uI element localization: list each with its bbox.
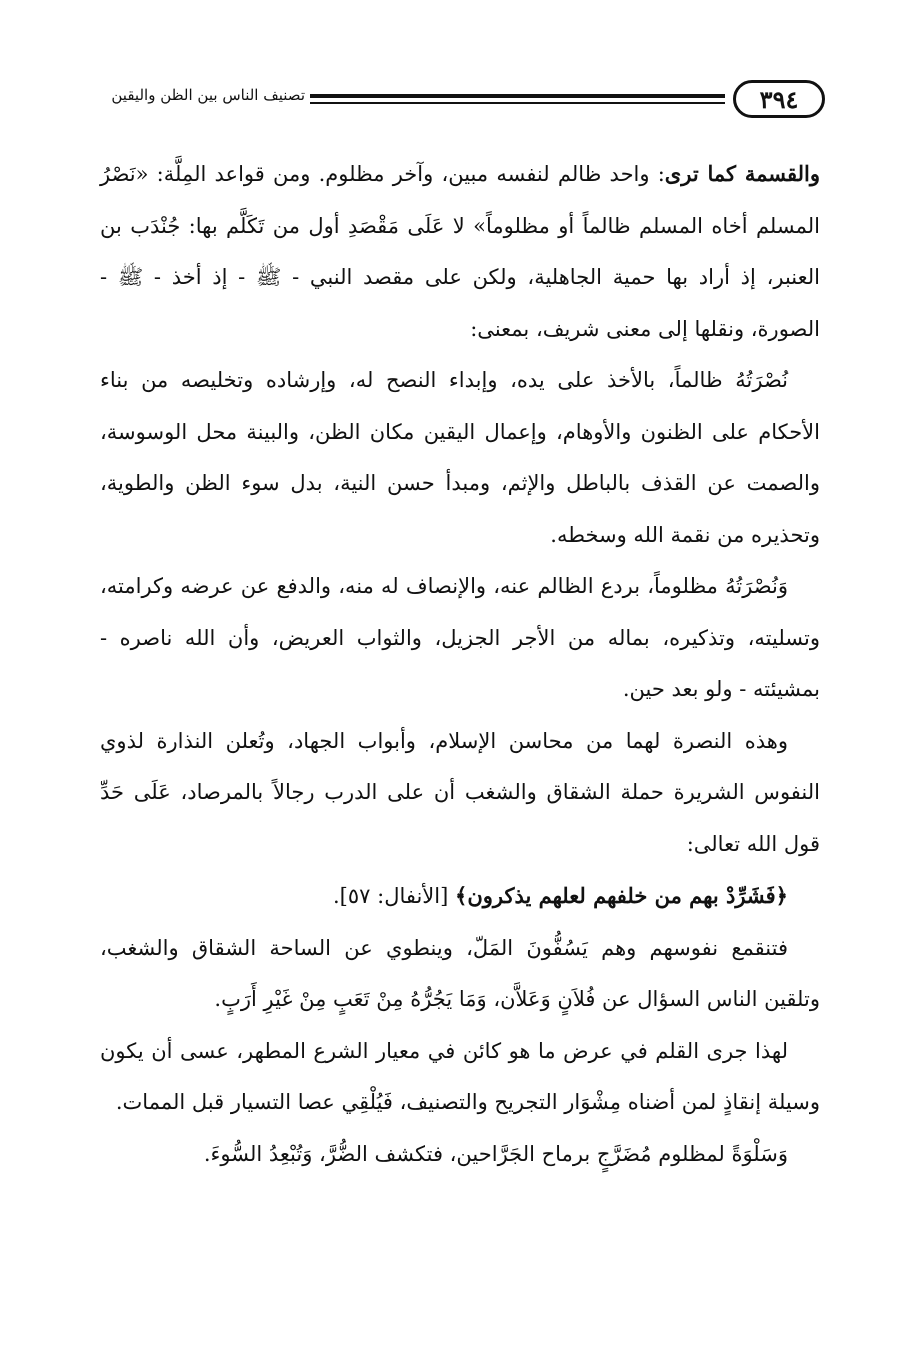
page-number-badge xyxy=(733,80,825,118)
running-title: تصنيف الناس بين الظن واليقين xyxy=(111,86,305,104)
page-number: ٣٩٤ xyxy=(759,84,799,114)
paragraph-3: وَنُصْرَتُهُ مظلوماً، بردع الظالم عنه، والإنصاف له منه، والدفع عن عرضه وكرامته، وتسليته، وتذكيره، بماله من الأجر الجزيل، والثواب العريض، وأن الله ناصره - بمشيئته - ولو بعد حين. xyxy=(100,574,820,701)
paragraph-4: وهذه النصرة لهما من محاسن الإسلام، وأبواب الجهاد، وتُعلن النذارة لذوي النفوس الشريرة حملة الشقاق والشغب أن على الدرب رجالاً بالمرصاد، عَلَى حَدِّ قول الله تعالى: xyxy=(100,728,820,856)
verse-text: ﴿فَشَرِّدْ بهم من خلفهم لعلهم يذكرون﴾ xyxy=(455,883,788,908)
page-header xyxy=(95,78,825,122)
paragraph-5: فتنقمع نفوسهم وهم يَسُفُّونَ المَلّ، وينطوي عن الساحة الشقاق والشغب، وتلقين الناس السؤال عن فُلاَنٍ وَعَلاَّن، وَمَا يَجُرُّهُ مِنْ تَعَبٍ مِنْ غَيْرِ أَرَبٍ. xyxy=(100,935,820,1011)
paragraph-1 xyxy=(100,148,820,355)
verse-reference: [الأنفال: ٥٧]. xyxy=(333,884,449,908)
paragraph-text: : واحد ظالم لنفسه مبين، وآخر مظلوم. ومن قواعد المِلَّة: «نَصْرُ المسلم أخاه المسلم ظالماً أو مظلوماً» لا عَلَى مَقْصَدِ أول من تَكَلَّم بها: جُنْدَب بن العنبر، إذ أراد بها حمية الجاهلية، ولكن على مقصد النبي - ﷺ - إذ أخذ - ﷺ - الصورة، ونقلها إلى معنى شريف، بمعنى: xyxy=(100,162,820,341)
paragraph-7: وَسَلْوَةً لمظلوم مُضَرَّجٍ برماح الجَرَّاحين، فتكشف الضُّرَّ، وَتُبْعِدُ السُّوءَ. xyxy=(203,1141,788,1166)
header-rule xyxy=(310,94,725,98)
paragraph-2: نُصْرَتُهُ ظالماً، بالأخذ على يده، وإبداء النصح له، وإرشاده وتخليصه من بناء الأحكام على الظنون والأوهام، وإعمال اليقين مكان الظن، والبينة محل الوسوسة، والصمت عن القذف بالباطل والإثم، ومبدأ حسن النية، بدل سوء الظن والطوية، وتحذيره من نقمة الله وسخطه. xyxy=(100,368,820,547)
header-rule-thin xyxy=(310,102,725,104)
page-body xyxy=(100,148,820,1180)
quran-verse xyxy=(100,870,820,923)
paragraph-lead: والقسمة كما ترى xyxy=(664,161,820,186)
paragraph-6: لهذا جرى القلم في عرض ما هو كائن في معيار الشرع المطهر، عسى أن يكون وسيلة إنقاذٍ لمن أضناه مِشْوَار التجريح والتصنيف، فَيُلْقِي عصا التسيار قبل الممات. xyxy=(100,1038,820,1114)
